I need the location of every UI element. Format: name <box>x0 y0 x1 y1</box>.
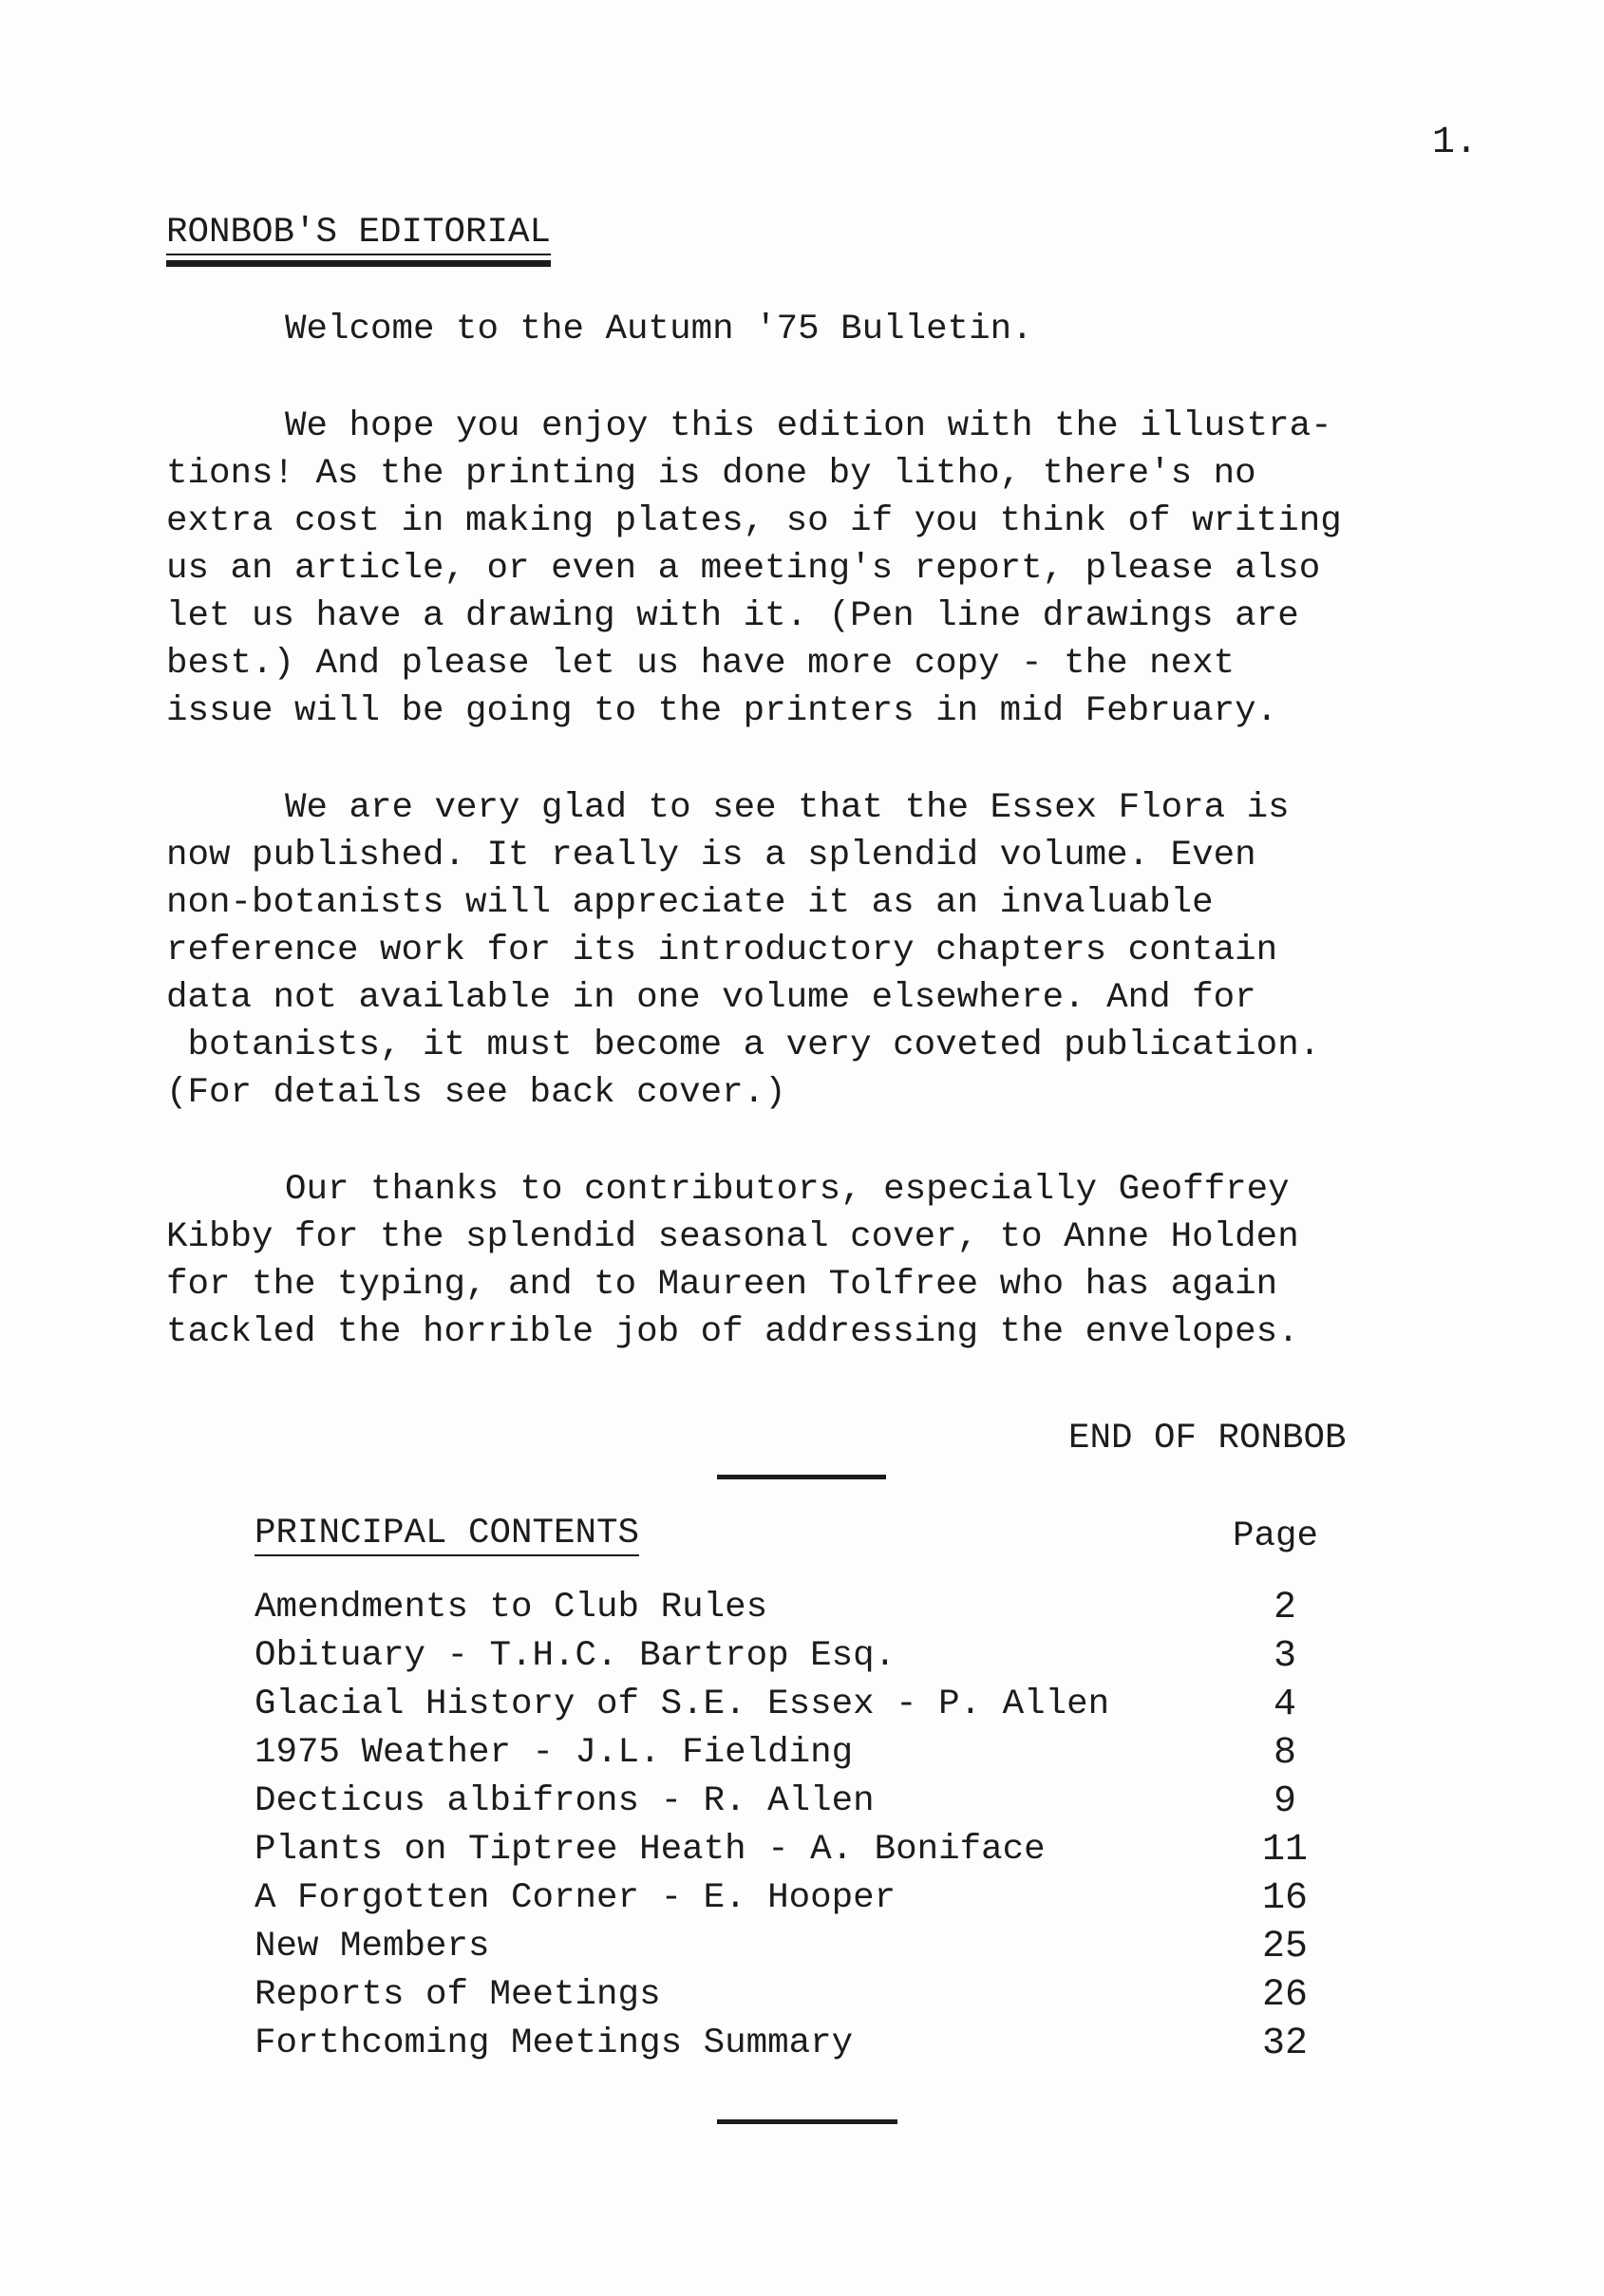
contents-entry <box>255 1729 1318 1778</box>
contents-entry-title: Glacial History of S.E. Essex - P. Allen <box>255 1684 1110 1724</box>
section-divider-rule <box>717 1475 886 1479</box>
contents-entry-page: 16 <box>1261 1877 1308 1920</box>
contents-entry-title: New Members <box>255 1927 490 1967</box>
contents-entry <box>255 1681 1318 1729</box>
contents-list <box>255 1584 1318 2068</box>
contents-entry-page: 32 <box>1261 2023 1308 2065</box>
editorial-paragraph-essex-flora: We are very glad to see that the Essex Flora is now published. It really is a splendid volume. Even non-botanists will appreciate it as an invaluable reference work for its introductory chapters contain data not available in one volume elsewhere. And for botanists, it must become a very coveted publication. (For details see back cover.) <box>166 788 1321 1113</box>
contents-entry-page: 25 <box>1261 1926 1308 1968</box>
contents-heading: PRINCIPAL CONTENTS <box>255 1513 639 1556</box>
end-divider-rule <box>717 2119 897 2124</box>
contents-entry-page: 3 <box>1273 1635 1296 1678</box>
contents-entry-page: 8 <box>1273 1732 1296 1775</box>
contents-entry-page: 26 <box>1261 1974 1308 2017</box>
contents-entry-page: 2 <box>1273 1587 1296 1629</box>
editorial-paragraph-thanks: Our thanks to contributors, especially Geoffrey Kibby for the splendid seasonal cover, to Anne Holden for the typing, and to Maureen Tolfree who has again tackled the horrible job of addressing the envelopes. <box>166 1170 1299 1352</box>
contents-entry <box>255 1923 1318 1971</box>
contents-entry-title: Plants on Tiptree Heath - A. Boniface <box>255 1830 1046 1870</box>
contents-entry-title: Amendments to Club Rules <box>255 1588 768 1628</box>
editorial-heading-block <box>166 209 551 267</box>
contents-entry <box>255 2020 1318 2068</box>
editorial-heading: RONBOB'S EDITORIAL <box>166 212 551 255</box>
contents-entry-title: Forthcoming Meetings Summary <box>255 2023 854 2063</box>
heading-underline-bar <box>166 260 551 267</box>
contents-header <box>255 1513 1318 1560</box>
contents-page-label: Page <box>1233 1516 1319 1556</box>
contents-entry-title: Reports of Meetings <box>255 1975 661 2015</box>
contents-entry-page: 9 <box>1273 1780 1296 1823</box>
contents-section <box>255 1513 1318 2068</box>
contents-entry <box>255 1632 1318 1681</box>
contents-entry <box>255 1778 1318 1826</box>
page-number: 1. <box>1432 122 1479 164</box>
contents-entry <box>255 1874 1318 1923</box>
editorial-paragraph-welcome: Welcome to the Autumn '75 Bulletin. <box>285 310 1033 349</box>
contents-entry-title: Obituary - T.H.C. Bartrop Esq. <box>255 1636 896 1676</box>
contents-entry-page: 4 <box>1273 1684 1296 1726</box>
editorial-paragraph-illustrations: We hope you enjoy this edition with the illustra- tions! As the printing is done by litho, there's no extra cost in making plates, so if you think of writing us an article, or even a meeting's report, please also let us have a drawing with it. (Pen line drawings are best.) And please let us have more copy - the next issue will be going to the printers in mid February. <box>166 406 1342 731</box>
contents-entry-title: A Forgotten Corner - E. Hooper <box>255 1878 896 1918</box>
contents-entry <box>255 1584 1318 1632</box>
contents-entry-title: 1975 Weather - J.L. Fielding <box>255 1733 854 1773</box>
editorial-section <box>166 209 1496 1356</box>
contents-entry-page: 11 <box>1261 1829 1308 1872</box>
contents-entry-title: Decticus albifrons - R. Allen <box>255 1781 875 1821</box>
editorial-sign-off: END OF RONBOB <box>1068 1419 1347 1459</box>
contents-entry <box>255 1971 1318 2020</box>
contents-entry <box>255 1826 1318 1874</box>
